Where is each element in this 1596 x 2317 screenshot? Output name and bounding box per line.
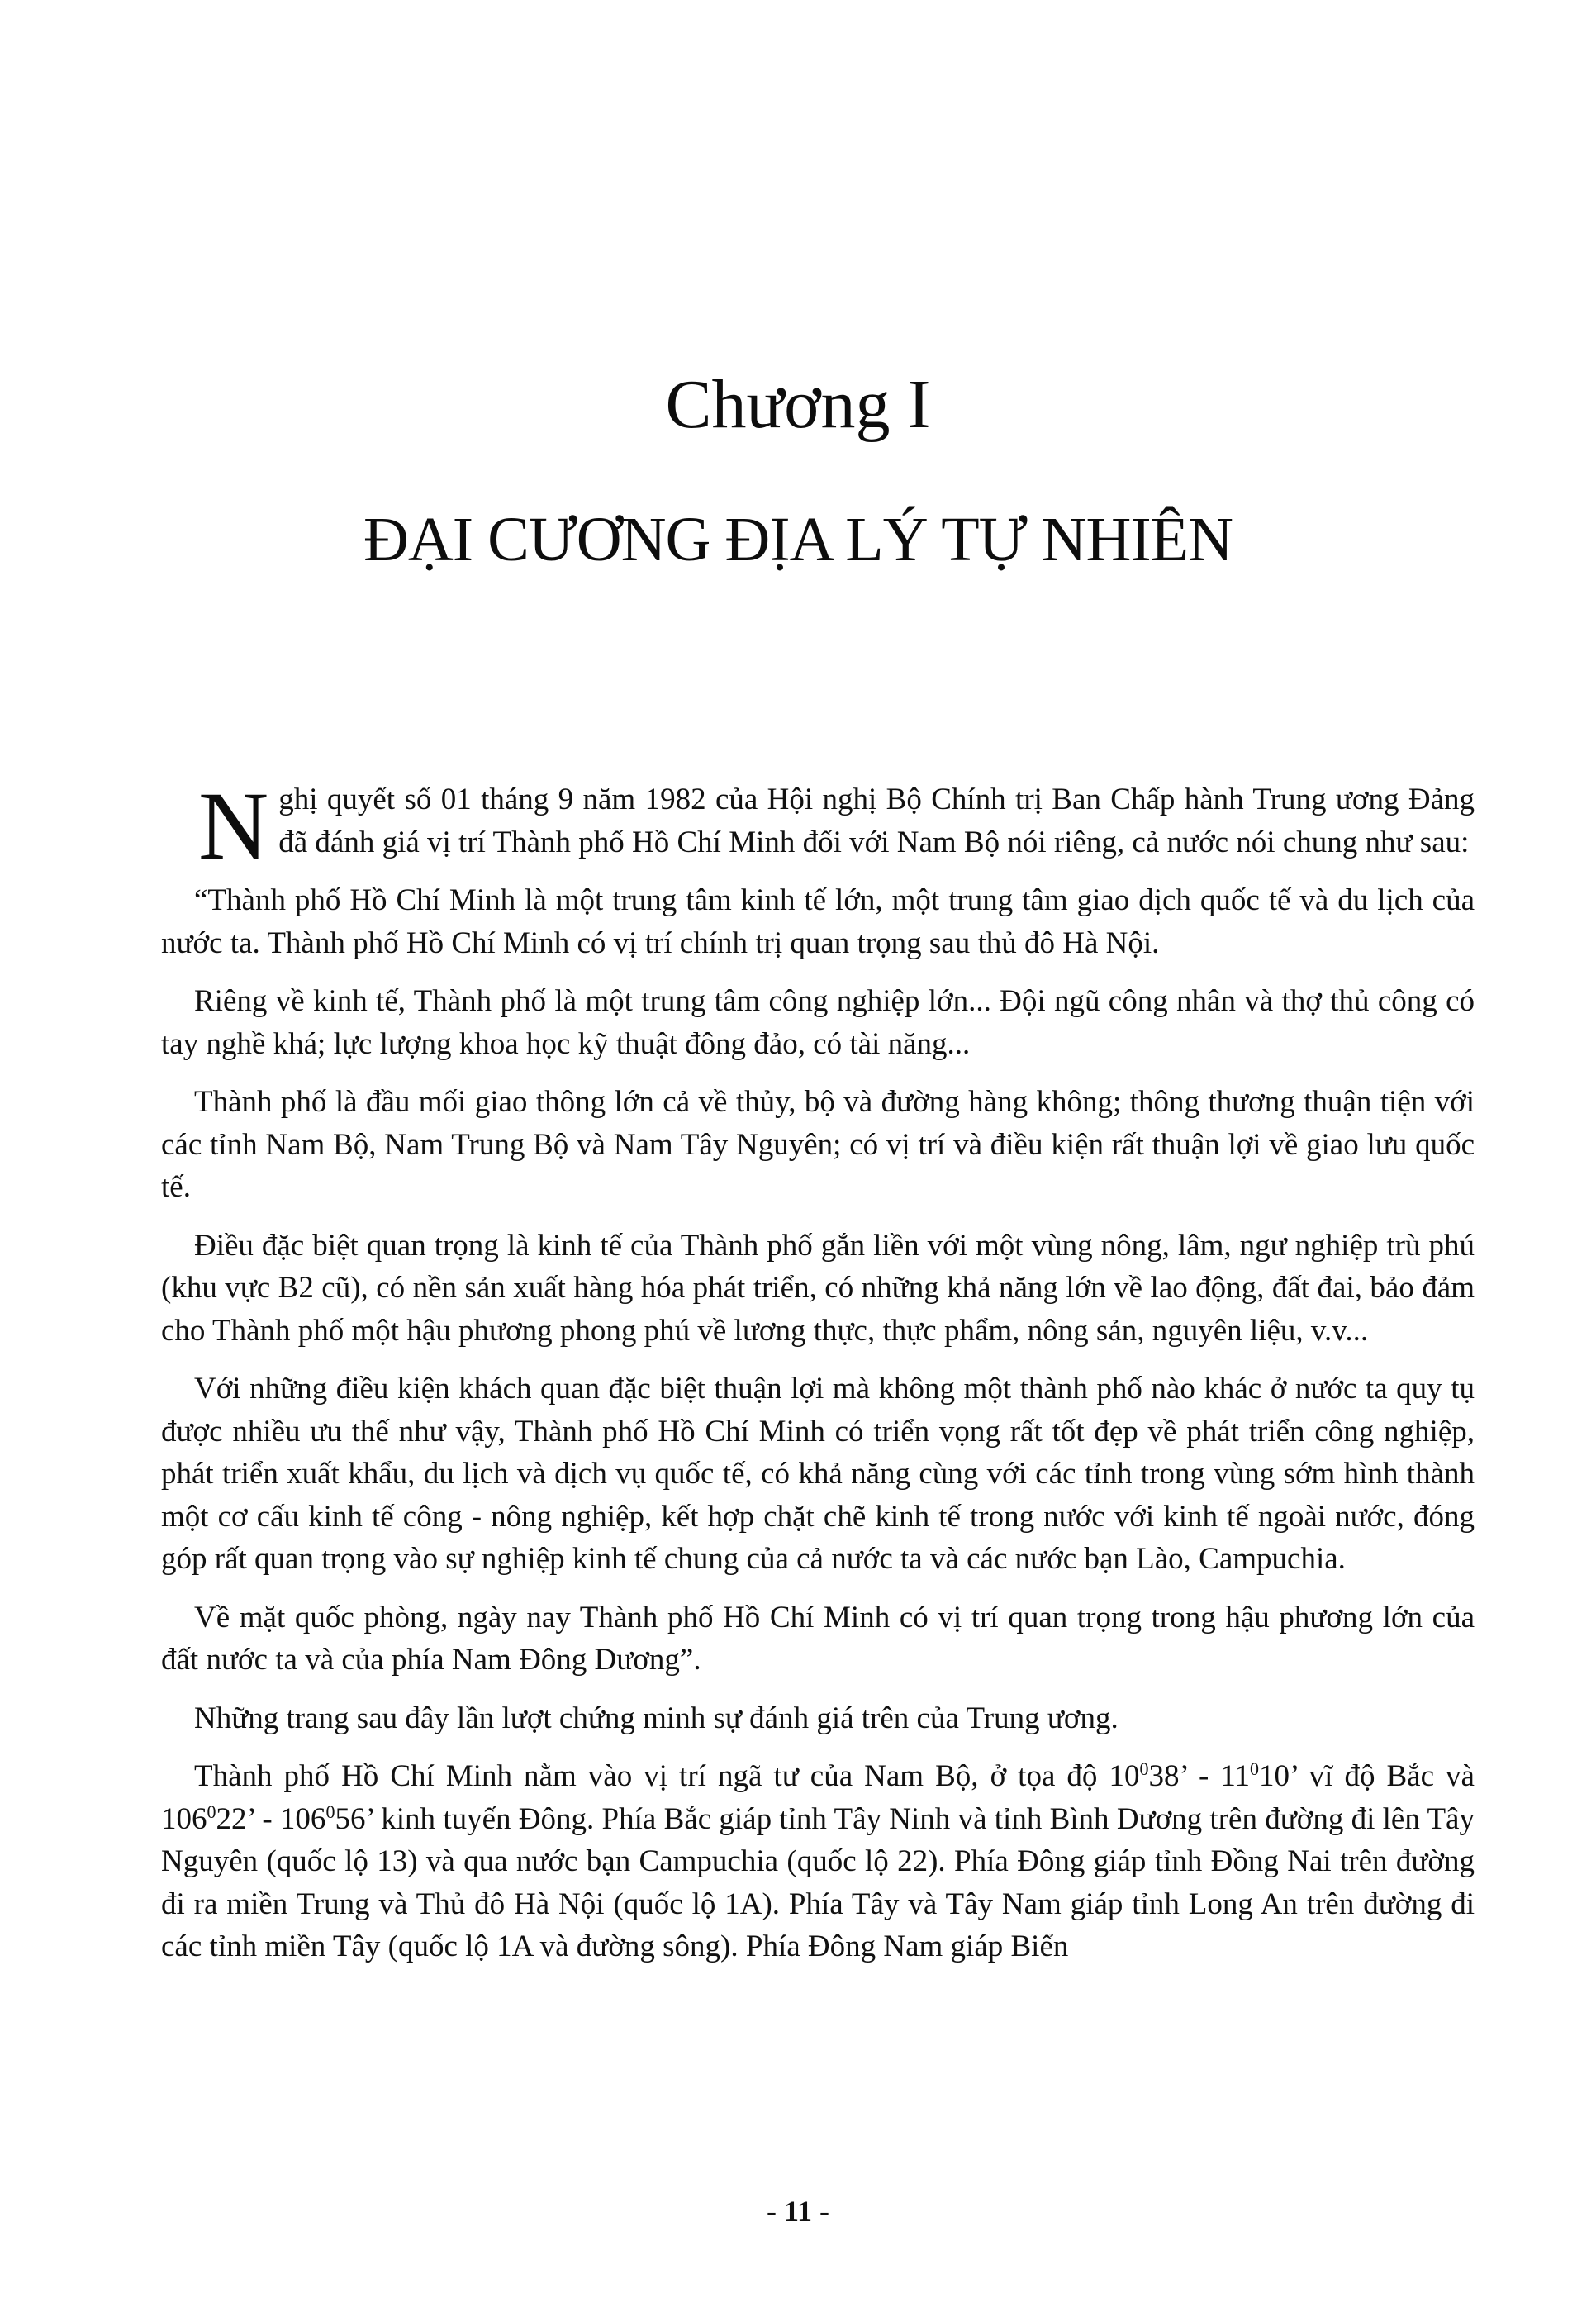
- degree-mark: 0: [207, 1801, 216, 1822]
- paragraph-quote-6: Về mặt quốc phòng, ngày nay Thành phố Hồ Chí Minh có vị trí quan trọng trong hậu phương lớn của đất nước ta và của phía Nam Đông Dương”.: [161, 1600, 1475, 1677]
- degree-mark: 0: [1139, 1758, 1149, 1779]
- chapter-title: ĐẠI CƯƠNG ĐỊA LÝ TỰ NHIÊN: [363, 505, 1233, 574]
- degree-mark: 0: [325, 1801, 335, 1822]
- paragraph-transition: Những trang sau đây lần lượt chứng minh sự đánh giá trên của Trung ương.: [194, 1701, 1119, 1735]
- text-segment: 38’ - 11: [1148, 1759, 1251, 1793]
- paragraph-quote-1: “Thành phố Hồ Chí Minh là một trung tâm kinh tế lớn, một trung tâm giao dịch quốc tế và du lịch của nước ta. Thành phố Hồ Chí Minh có vị trí chính trị quan trọng sau thủ đô Hà Nội.: [161, 883, 1475, 960]
- paragraph-quote-3: Thành phố là đầu mối giao thông lớn cả về thủy, bộ và đường hàng không; thông thương thuận tiện với các tỉnh Nam Bộ, Nam Trung Bộ và Nam Tây Nguyên; có vị trí và điều kiện rất thuận lợi về giao lưu quốc tế.: [161, 1085, 1475, 1204]
- paragraph-location: [161, 1755, 1475, 1968]
- body-text: [161, 772, 1475, 1984]
- paragraph-quote-4: Điều đặc biệt quan trọng là kinh tế của Thành phố gắn liền với một vùng nông, lâm, ngư nghiệp trù phú (khu vực B2 cũ), có nền sản xuất hàng hóa phát triển, có những khả năng lớn về lao động, đất đai, bảo đảm cho Thành phố một hậu phương phong phú về lương thực, thực phẩm, nông sản, nguyên liệu, v.v...: [161, 1228, 1475, 1348]
- text-segment: 22’ - 106: [216, 1801, 326, 1836]
- chapter-label: Chương I: [665, 366, 931, 443]
- paragraph-intro-text: ghị quyết số 01 tháng 9 năm 1982 của Hội nghị Bộ Chính trị Ban Chấp hành Trung ương Đảng đã đánh giá vị trí Thành phố Hồ Chí Minh đối với Nam Bộ nói riêng, cả nước nói chung như sau:: [278, 783, 1475, 859]
- paragraph-quote-2: Riêng về kinh tế, Thành phố là một trung tâm công nghiệp lớn... Đội ngũ công nhân và thợ thủ công có tay nghề khá; lực lượng khoa học kỹ thuật đông đảo, có tài năng...: [161, 984, 1475, 1061]
- text-segment: 56’ kinh tuyến Đông. Phía Bắc giáp tỉnh Tây Ninh và tỉnh Bình Dương trên đường đi lên Tây Nguyên (quốc lộ 13) và qua nước bạn Campuchia (quốc lộ 22). Phía Đông giáp tỉnh Đồng Nai trên đường đi ra miền Trung và Thủ đô Hà Nội (quốc lộ 1A). Phía Tây và Tây Nam giáp tỉnh Long An trên đường đi các tỉnh miền Tây (quốc lộ 1A và đường sông). Phía Đông Nam giáp Biển: [161, 1801, 1475, 1963]
- text-segment: Thành phố Hồ Chí Minh nằm vào vị trí ngã tư của Nam Bộ, ở tọa độ 10: [194, 1759, 1140, 1793]
- text-segment: 10’ vĩ độ Bắc và 106: [161, 1759, 1475, 1836]
- degree-mark: 0: [1250, 1758, 1260, 1779]
- paragraph-intro: [161, 772, 1475, 880]
- page-number: - 11 -: [767, 2195, 829, 2228]
- paragraph-quote-5: Với những điều kiện khách quan đặc biệt thuận lợi mà không một thành phố nào khác ở nước ta quy tụ được nhiều ưu thế như vậy, Thành phố Hồ Chí Minh có triển vọng rất tốt đẹp về phát triển công nghiệp, phát triển xuất khẩu, du lịch và dịch vụ quốc tế, có khả năng cùng với các tỉnh trong vùng sớm hình thành một cơ cấu kinh tế công - nông nghiệp, kết hợp chặt chẽ kinh tế trong nước với kinh tế ngoài nước, đóng góp rất quan trọng vào sự nghiệp kinh tế chung của cả nước ta và các nước bạn Lào, Campuchia.: [161, 1372, 1475, 1576]
- drop-cap: N: [198, 772, 269, 880]
